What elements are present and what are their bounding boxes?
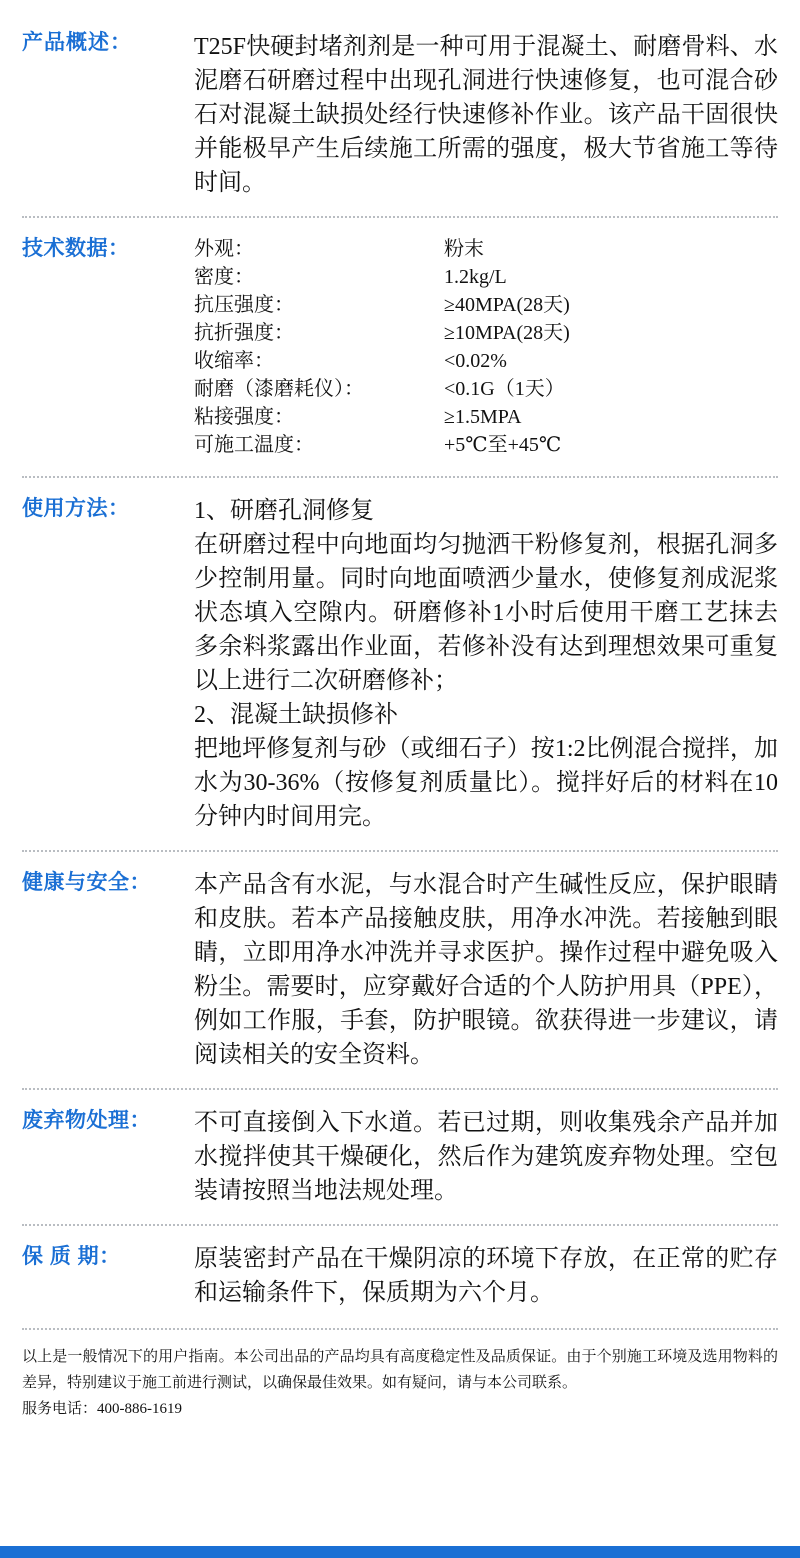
spec-value: ≥1.5MPA bbox=[444, 406, 522, 428]
spec-key: 抗压强度： bbox=[194, 294, 294, 316]
overview-text: T25F快硬封堵剂剂是一种可用于混凝土、耐磨骨料、水泥磨石研磨过程中出现孔洞进行快速修复，也可混合砂石对混凝土缺损处经行快速修补作业。该产品干固很快并能极早产生后续施工所需的强度，极大节省施工等待时间。 bbox=[194, 34, 778, 196]
section-waste-disposal bbox=[22, 1106, 778, 1208]
divider-4 bbox=[22, 1088, 778, 1090]
section-overview bbox=[22, 28, 778, 200]
section-technical-label: 技术数据： bbox=[22, 237, 130, 260]
table-row bbox=[194, 376, 778, 404]
table-row bbox=[194, 264, 778, 292]
footer-disclaimer: 以上是一般情况下的用户指南。本公司出品的产品均具有高度稳定性及品质保证。由于个别施工环境及选用物料的差异，特别建议于施工前进行测试，以确保最佳效果。如有疑问，请与本公司联系。 bbox=[22, 1349, 778, 1391]
table-row bbox=[194, 292, 778, 320]
spec-key: 收缩率： bbox=[194, 350, 274, 372]
section-usage-body bbox=[194, 494, 778, 834]
section-waste-disposal-body bbox=[194, 1106, 778, 1208]
section-technical-body bbox=[194, 234, 778, 460]
section-shelf-life-body bbox=[194, 1242, 778, 1310]
section-overview-body bbox=[194, 28, 778, 200]
divider-1 bbox=[22, 216, 778, 218]
spec-value: ≥40MPA(28天) bbox=[444, 294, 570, 316]
table-row bbox=[194, 404, 778, 432]
usage-line: 把地坪修复剂与砂（或细石子）按1:2比例混合搅拌，加水为30-36%（按修复剂质量比）。搅拌好后的材料在10分钟内时间用完。 bbox=[194, 736, 778, 830]
spec-value: 粉末 bbox=[444, 238, 484, 260]
spec-key: 密度： bbox=[194, 266, 254, 288]
shelf-life-text: 原装密封产品在干燥阴凉的环境下存放，在正常的贮存和运输条件下，保质期为六个月。 bbox=[194, 1246, 778, 1306]
spec-key: 可施工温度： bbox=[194, 434, 314, 456]
section-shelf-life bbox=[22, 1242, 778, 1310]
footer-note bbox=[22, 1328, 778, 1422]
footer-service-phone: 服务电话：400-886-1619 bbox=[22, 1401, 182, 1417]
spec-key: 耐磨（漆磨耗仪）： bbox=[194, 378, 364, 400]
table-row bbox=[194, 432, 778, 460]
divider-2 bbox=[22, 476, 778, 478]
section-health-safety-body bbox=[194, 868, 778, 1072]
section-shelf-life-label: 保 质 期： bbox=[22, 1245, 121, 1268]
table-row bbox=[194, 320, 778, 348]
usage-line: 在研磨过程中向地面均匀抛洒干粉修复剂，根据孔洞多少控制用量。同时向地面喷洒少量水，使修复剂成泥浆状态填入空隙内。研磨修补1小时后使用干磨工艺抹去多余料浆露出作业面，若修补没有达到理想效果可重复以上进行二次研磨修补； bbox=[194, 532, 778, 694]
spec-value: <0.02% bbox=[444, 350, 507, 372]
usage-line: 2、混凝土缺损修补 bbox=[194, 702, 398, 728]
spec-table bbox=[194, 236, 778, 460]
health-safety-text: 本产品含有水泥，与水混合时产生碱性反应，保护眼睛和皮肤。若本产品接触皮肤，用净水冲洗。若接触到眼睛，立即用净水冲洗并寻求医护。操作过程中避免吸入粉尘。需要时，应穿戴好合适的个人防护用具（PPE），例如工作服，手套，防护眼镜。欲获得进一步建议，请阅读相关的安全资料。 bbox=[194, 872, 778, 1068]
section-health-safety-label: 健康与安全： bbox=[22, 871, 151, 894]
spec-value: <0.1G（1天） bbox=[444, 378, 565, 400]
usage-line: 1、研磨孔洞修复 bbox=[194, 498, 374, 524]
spec-value: 1.2kg/L bbox=[444, 266, 507, 288]
section-waste-disposal-label: 废弃物处理： bbox=[22, 1109, 151, 1132]
spec-key: 外观： bbox=[194, 238, 254, 260]
divider-5 bbox=[22, 1224, 778, 1226]
spec-value: ≥10MPA(28天) bbox=[444, 322, 570, 344]
section-health-safety bbox=[22, 868, 778, 1072]
spec-value: +5℃至+45℃ bbox=[444, 434, 562, 456]
bottom-accent-bar bbox=[0, 1546, 800, 1558]
spec-key: 抗折强度： bbox=[194, 322, 294, 344]
divider-3 bbox=[22, 850, 778, 852]
section-technical bbox=[22, 234, 778, 460]
section-usage-label: 使用方法： bbox=[22, 497, 130, 520]
section-overview-label: 产品概述： bbox=[22, 31, 132, 54]
spec-key: 粘接强度： bbox=[194, 406, 294, 428]
section-usage bbox=[22, 494, 778, 834]
table-row bbox=[194, 236, 778, 264]
waste-disposal-text: 不可直接倒入下水道。若已过期，则收集残余产品并加水搅拌使其干燥硬化，然后作为建筑废弃物处理。空包装请按照当地法规处理。 bbox=[194, 1110, 778, 1204]
table-row bbox=[194, 348, 778, 376]
